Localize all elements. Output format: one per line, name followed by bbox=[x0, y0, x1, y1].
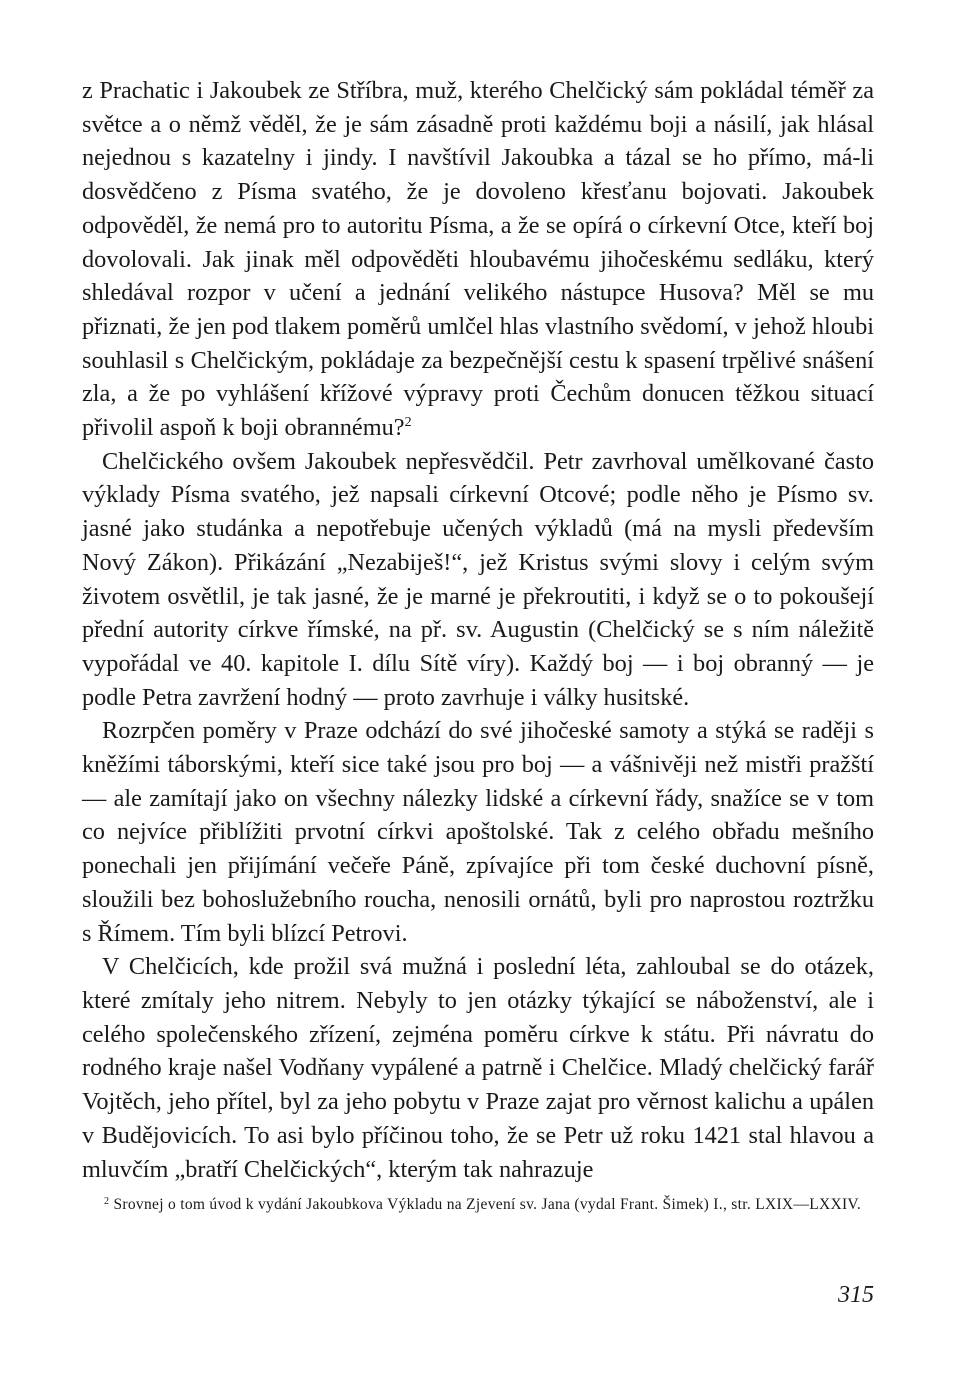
main-text bbox=[82, 74, 874, 1186]
footnote-paragraph bbox=[82, 1193, 874, 1217]
footnote-reference: 2 bbox=[404, 415, 412, 431]
page-number: 315 bbox=[838, 1282, 874, 1308]
paragraph-4: V Chelčicích, kde prožil svá mužná i poslední léta, zahloubal se do otázek, které zmítaly jeho nitrem. Nebyly to jen otázky týkající se náboženství, ale i celého společenského zřízení, zejména poměru církve k státu. Při návratu do rodného kraje našel Vodňany vypálené a patrně i Chelčice. Mladý chelčický farář Vojtěch, jeho přítel, byl za jeho pobytu v Praze zajat pro věrnost kalichu a upálen v Budějovicích. To asi bylo příčinou toho, že se Petr už roku 1421 stal hlavou a mluvčím „bratří Chelčických“, kterým tak nahrazuje bbox=[82, 953, 874, 1183]
footnote-text: Srovnej o tom úvod k vydání Jakoubkova Výkladu na Zjevení sv. Jana (vydal Frant. Šimek) I., str. LXIX—LXXIV. bbox=[113, 1196, 862, 1213]
footnote bbox=[82, 1193, 874, 1217]
paragraph-1 bbox=[82, 74, 874, 445]
paragraph-1-text: z Prachatic i Jakoubek ze Stříbra, muž, kterého Chelčický sám pokládal téměř za světce a o němž věděl, že je sám zásadně proti každému boji a násilí, jak hlásal nejednou s kazatelny i jindy. I navštívil Jakoubka a tázal se ho přímo, má-li dosvědčeno z Písma svatého, že je dovoleno křesťanu bojovati. Jakoubek odpověděl, že nemá pro to autoritu Písma, a že se opírá o církevní Otce, kteří boj dovolovali. Jak jinak měl odpověděti hloubavému jihočeskému sedláku, který shledával rozpor v učení a jednání velikého nástupce Husova? Měl se mu přiznati, že jen pod tlakem poměrů umlčel hlas vlastního svědomí, v jehož hloubi souhlasil s Chelčickým, pokládaje za bezpečnější cestu k spasení trpělivé snášení zla, a že po vyhlášení křížové výpravy proti Čechům donucen těžkou situací přivolil aspoň k boji obrannému? bbox=[82, 77, 874, 442]
footnote-mark: 2 bbox=[104, 1196, 110, 1207]
paragraph-3: Rozrpčen poměry v Praze odchází do své jihočeské samoty a stýká se raději s kněžími táborskými, kteří sice také jsou pro boj — a vášnivěji než mistři pražští — ale zamítají jako on všechny nálezky lidské a církevní řády, snažíce se v tom co nejvíce přiblížiti prvotní církvi apoštolské. Tak z celého obřadu mešního ponechali jen přijímání večeře Páně, zpívajíce při tom české duchovní písně, sloužili bez bohoslužebního roucha, nenosili ornátů, byli pro naprostou roztržku s Římem. Tím byli blízcí Petrovi. bbox=[82, 717, 874, 947]
paragraph-2: Chelčického ovšem Jakoubek nepřesvědčil. Petr zavrhoval umělkované často výklady Písma svatého, jež napsali církevní Otcové; podle něho je Písmo sv. jasné jako studánka a nepotřebuje učených výkladů (má na mysli především Nový Zákon). Přikázání „Nezabiješ!“, jež Kristus svými slovy i celým svým životem osvětlil, je tak jasné, že je marné je překroutiti, i když se o to pokoušejí přední autority církve římské, na př. sv. Augustin (Chelčický se s ním náležitě vypořádal ve 40. kapitole I. dílu Sítě víry). Každý boj — i boj obranný — je podle Petra zavržení hodný — proto zavrhuje i války husitské. bbox=[82, 447, 874, 711]
